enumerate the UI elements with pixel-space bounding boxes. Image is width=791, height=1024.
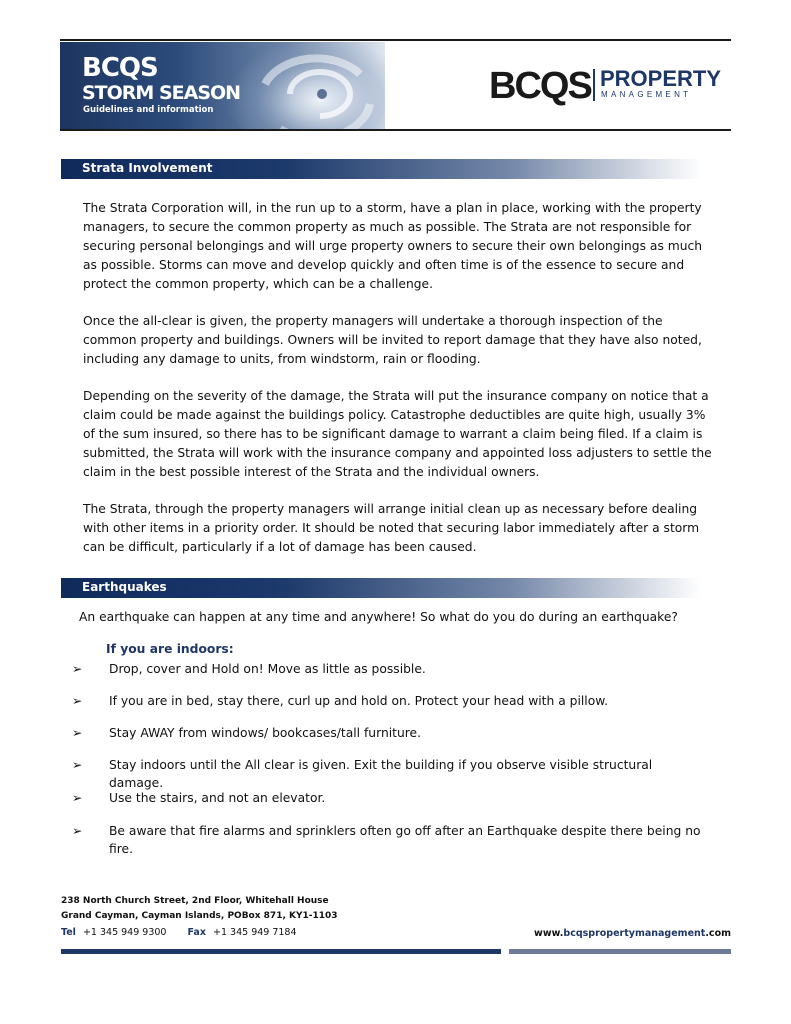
paragraph: The Strata, through the property managers will arrange initial clean up as necessary before dealing with other items in a priority order. It should be noted that securing labor immediately after a storm can be difficult, particularly if a lot of damage has been caused. xyxy=(83,502,700,554)
paragraph: The Strata Corporation will, in the run up to a storm, have a plan in place, working with the property managers, to secure the common property as much as possible. The Strata are not responsible for securing personal belongings and will urge property owners to secure their own belongings as much as possible. Storms can move and develop quickly and often time is of the essence to secure and protect the common property, which can be a challenge. xyxy=(83,201,703,291)
logo-mark: BCQS xyxy=(489,65,591,107)
list-item-text: Stay indoors until the All clear is given. Exit the building if you observe visible structural damage. xyxy=(109,758,653,790)
section-title: Strata Involvement xyxy=(82,161,213,175)
fax-label: Fax xyxy=(187,927,206,938)
web-domain: bcqspropertymanagement xyxy=(563,928,706,939)
arrow-bullet-icon: ➢ xyxy=(72,662,83,676)
banner-caption: Guidelines and information xyxy=(83,105,214,115)
list-item-text: Be aware that fire alarms and sprinklers often go off after an Earthquake despite there being no fire. xyxy=(109,824,701,856)
storm-season-banner xyxy=(60,42,385,129)
list-item-text: If you are in bed, stay there, curl up and hold on. Protect your head with a pillow. xyxy=(109,694,609,708)
fax-number: +1 345 949 7184 xyxy=(213,927,297,938)
header-top-rule xyxy=(60,39,731,41)
logo-word: PROPERTY xyxy=(600,66,722,91)
banner-subtitle: STORM SEASON xyxy=(82,82,241,104)
web-prefix: www. xyxy=(534,928,564,939)
earthquake-intro: An earthquake can happen at any time and anywhere! So what do you do during an earthquake? xyxy=(79,610,678,624)
tel-label: Tel xyxy=(61,927,76,938)
section-header-strata xyxy=(61,159,701,179)
list-item-text: Drop, cover and Hold on! Move as little as possible. xyxy=(109,662,426,676)
address-line-2: Grand Cayman, Cayman Islands, POBox 871, KY1-1103 xyxy=(61,911,338,921)
header-bottom-rule xyxy=(60,129,731,131)
section-header-earthquakes xyxy=(61,578,701,598)
hurricane-image xyxy=(220,42,385,129)
footer-rule-gray xyxy=(509,949,731,954)
paragraph: Depending on the severity of the damage, the Strata will put the insurance company on notice that a claim could be made against the buildings policy. Catastrophe deductibles are quite high, usually 3% of the sum insured, so there has to be significant damage to warrant a claim being filed. If a claim is submitted, the Strata will work with the insurance company and appointed loss adjusters to settle the claim in the best possible interest of the Strata and the individual owners. xyxy=(83,389,712,479)
logo-divider xyxy=(593,69,595,101)
paragraph: Once the all-clear is given, the property managers will undertake a thorough inspection of the common property and buildings. Owners will be invited to report damage that they have also noted, including any damage to units, from windstorm, rain or flooding. xyxy=(83,314,702,366)
web-suffix: .com xyxy=(705,928,731,939)
list-item-text: Use the stairs, and not an elevator. xyxy=(109,791,326,805)
tel-number: +1 345 949 9300 xyxy=(82,927,167,938)
arrow-bullet-icon: ➢ xyxy=(72,824,83,838)
list-item-text: Stay AWAY from windows/ bookcases/tall furniture. xyxy=(109,726,422,740)
arrow-bullet-icon: ➢ xyxy=(72,726,83,740)
footer-rule-navy xyxy=(61,949,501,954)
arrow-bullet-icon: ➢ xyxy=(72,694,83,708)
indoors-subheading: If you are indoors: xyxy=(106,642,234,656)
banner-title: BCQS xyxy=(82,53,158,83)
website-link[interactable] xyxy=(534,928,731,939)
arrow-bullet-icon: ➢ xyxy=(72,758,83,772)
logo-subword: MANAGEMENT xyxy=(601,90,692,99)
address-line-1: 238 North Church Street, 2nd Floor, Whitehall House xyxy=(61,896,329,906)
contact-line xyxy=(61,927,297,938)
arrow-bullet-icon: ➢ xyxy=(72,791,83,805)
section-title: Earthquakes xyxy=(82,580,167,594)
